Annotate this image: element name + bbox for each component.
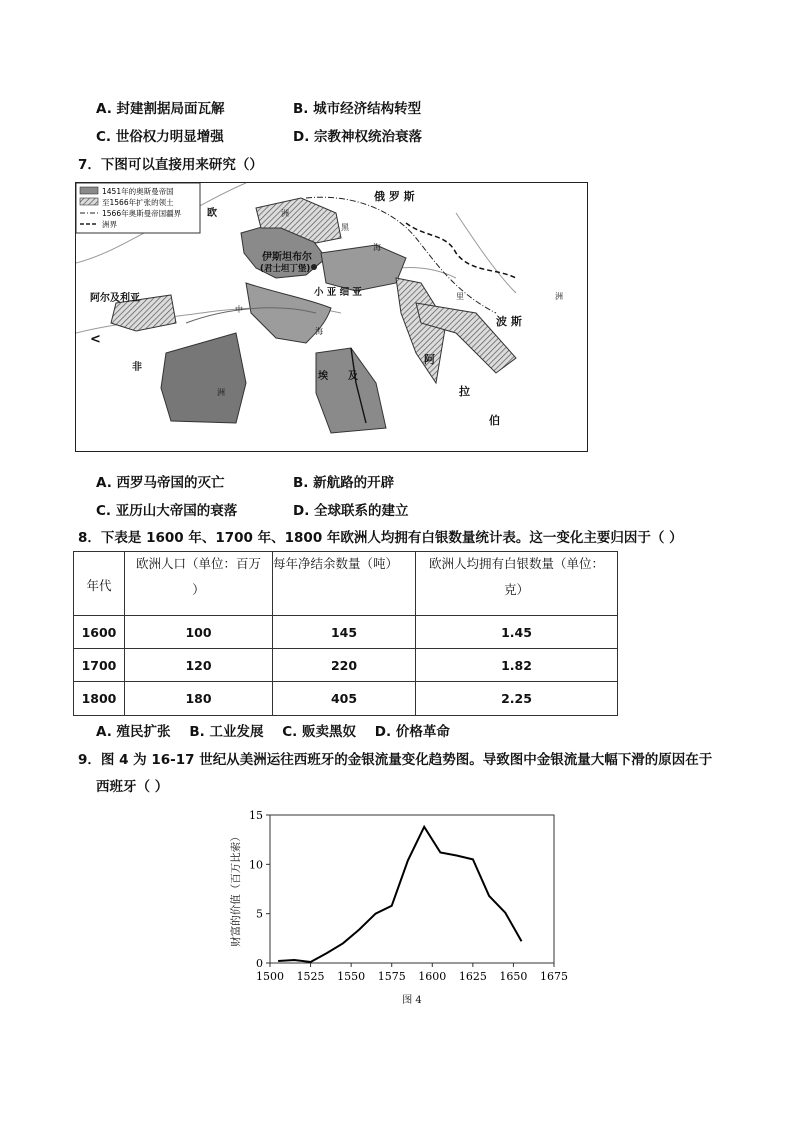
map-label-europe-zhou: 洲 [281,209,289,218]
x-tick-label: 1575 [377,970,406,983]
map-label-mediterranean-2: 海 [315,327,323,336]
x-tick-label: 1550 [337,970,366,983]
map-label-istanbul: 伊斯坦布尔 [262,252,312,263]
q8-stem: 8．下表是 1600 年、1700 年、1800 年欧洲人均拥有白银数量统计表。这一变化主要归因于（ ） [78,530,683,546]
series-line [278,827,521,962]
silver-flow-chart-svg [225,810,575,1010]
legend-1566-border: 1566年奥斯曼帝国疆界 [102,209,182,218]
silver-table [73,551,618,716]
legend-continent-border: 洲界 [102,220,117,229]
q6-option-c: C. 世俗权力明显增强 [96,129,224,145]
q7-option-d: D. 全球联系的建立 [293,503,409,519]
table-row [74,616,618,649]
map-label-algeria: 阿尔及利亚 [90,293,140,304]
table-cell-per-capita: 2.25 [416,682,618,716]
table-cell-surplus: 220 [273,649,416,682]
map-label-caspian: 里 [456,292,464,301]
map-label-russia: 俄 罗 斯 [374,190,415,203]
map-label-africa-2: 洲 [217,388,225,397]
q7-option-a: A. 西罗马帝国的灭亡 [96,475,225,491]
y-axis-label: 财富的价值（百万比索） [230,831,242,947]
table-cell-year: 1700 [74,649,125,682]
plot-frame [270,815,554,963]
map-label-persia: 波 斯 [496,315,522,328]
legend-1451: 1451年的奥斯曼帝国 [102,187,174,196]
table-cell-population: 120 [125,649,273,682]
map-label-asia-zhou: 洲 [555,292,563,301]
legend-1566-expansion: 至1566年扩张的领土 [102,198,174,207]
q7-stem: 7．下图可以直接用来研究（） [78,157,263,173]
silver-flow-chart [225,810,575,1010]
x-tick-label: 1600 [418,970,447,983]
table-header-per-capita-line2: 克） [503,582,529,597]
map-label-arabia-1: 阿 [424,353,435,366]
table-header-surplus: 每年净结余数量（吨） [273,552,416,616]
q8-options: A. 殖民扩张 B. 工业发展 C. 贩卖黑奴 D. 价格革命 [96,724,450,740]
table-cell-population: 180 [125,682,273,716]
q6-option-b: B. 城市经济结构转型 [293,101,422,117]
x-tick-label: 1500 [256,970,284,983]
q9-stem-line2: 西班牙（ ） [96,779,169,795]
q7-option-c: C. 亚历山大帝国的衰落 [96,503,238,519]
table-cell-surplus: 405 [273,682,416,716]
table-row [74,682,618,716]
map-label-africa-1: 非 [132,362,142,373]
x-tick-label: 1525 [296,970,325,983]
y-tick-label: 5 [256,907,263,921]
q7-option-b: B. 新航路的开辟 [293,475,395,491]
map-label-egypt-1: 埃 [318,371,328,382]
x-tick-label: 1625 [458,970,487,983]
map-label-black-sea-1: 黑 [341,223,349,232]
table-row [74,649,618,682]
map-label-mediterranean-1: 中 [235,305,243,314]
map-label-europe: 欧 [207,208,217,219]
table-header-per-capita [416,552,618,616]
y-tick-label: 0 [256,957,263,970]
y-tick-label: 15 [249,810,263,822]
map-label-arabia-3: 伯 [489,414,500,427]
y-tick-label: 10 [249,858,263,872]
table-cell-surplus: 145 [273,616,416,649]
map-label-asia-minor: 小 亚 细 亚 [314,287,362,298]
q6-option-a: A. 封建割据局面瓦解 [96,101,225,117]
chart-caption: 图 4 [402,995,422,1006]
map-label-egypt-2: 及 [348,371,358,382]
q6-option-d: D. 宗教神权统治衰落 [293,129,423,145]
ottoman-map-graphic [76,183,587,451]
table-header-population-line2: ） [192,582,205,597]
table-cell-per-capita: 1.45 [416,616,618,649]
map-label-constantinople: (君士坦丁堡) [260,264,311,274]
table-header-per-capita-line1: 欧洲人均拥有白银数量（单位： [428,556,604,571]
table-cell-population: 100 [125,616,273,649]
table-cell-year: 1800 [74,682,125,716]
map-label-arabia-2: 拉 [459,385,470,398]
q9-stem-line1: 9．图 4 为 16-17 世纪从美洲运往西班牙的金银流量变化趋势图。导致图中金银流量大幅下滑的原因在于 [78,752,713,768]
map-arrow-glyph: < [90,332,101,347]
table-cell-year: 1600 [74,616,125,649]
table-cell-per-capita: 1.82 [416,649,618,682]
map-label-black-sea-2: 海 [373,243,381,252]
x-tick-label: 1650 [499,970,528,983]
table-header-population-line1: 欧洲人口（单位：百万 [135,556,261,571]
x-tick-label: 1675 [540,970,568,983]
ottoman-map [75,182,588,452]
table-header-year: 年代 [74,552,125,616]
table-header-population [125,552,273,616]
